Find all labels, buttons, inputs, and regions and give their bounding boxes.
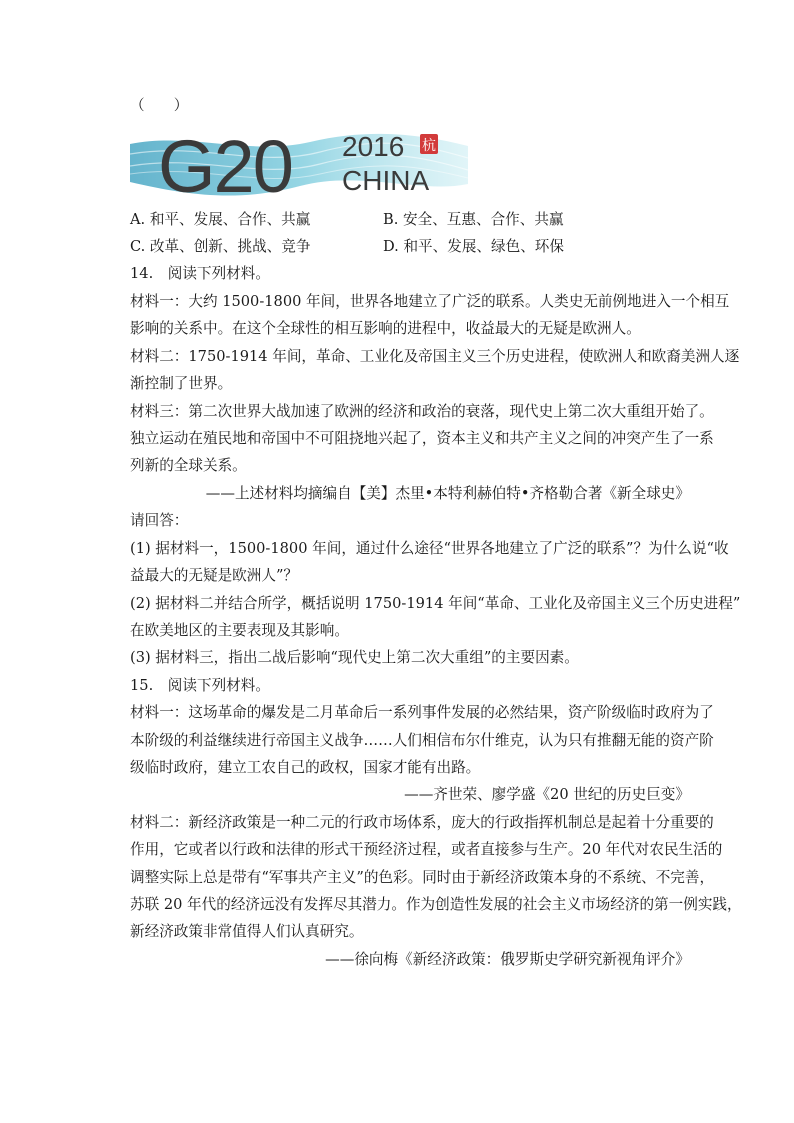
q14-material2-line: 渐控制了世界。: [130, 375, 233, 392]
q14-material3-line: 独立运动在殖民地和帝国中不可阻挠地兴起了，资本主义和共产主义之间的冲突产生了一系: [130, 430, 714, 447]
q15-material1-line: 材料一：这场革命的爆发是二月革命后一系列事件发展的必然结果，资产阶级临时政府为了: [130, 704, 714, 721]
q14-subquestion-3: (3) 据材料三，指出二战后影响“现代史上第二次大重组”的主要因素。: [130, 649, 579, 666]
option-c: C. 改革、创新、挑战、竞争: [130, 238, 311, 255]
q14-material3-line: 材料三：第二次世界大战加速了欧洲的经济和政治的衰落，现代史上第二次大重组开始了。: [130, 403, 714, 420]
q15-title: 15. 阅读下列材料。: [130, 677, 270, 694]
option-d: D. 和平、发展、绿色、环保: [383, 238, 564, 255]
q14-subquestion-2: (2) 据材料二并结合所学，概括说明 1750-1914 年间“革命、工业化及帝国主义三个历史进程”: [130, 595, 741, 612]
q15-material1-line: 本阶级的利益继续进行帝国主义战争……人们相信布尔什维克，认为只有推翻无能的资产阶: [130, 732, 714, 749]
q14-material3-line: 列新的全球关系。: [130, 457, 247, 474]
q15-material2-line: 新经济政策非常值得人们认真研究。: [130, 923, 364, 940]
q15-source-1: ——齐世荣、廖学盛《20 世纪的历史巨变》: [404, 786, 690, 803]
q14-title: 14. 阅读下列材料。: [130, 265, 270, 282]
g20-logo-svg: [130, 126, 468, 200]
q15-material2-line: 苏联 20 年代的经济远没有发挥尽其潜力。作为创造性发展的社会主义市场经济的第一例实践，: [130, 896, 742, 913]
q14-subquestion-1: (1) 据材料一，1500-1800 年间，通过什么途径“世界各地建立了广泛的联系”？为什么说“收: [130, 540, 729, 557]
q15-material2-line: 材料二：新经济政策是一种二元的行政市场体系，庞大的行政指挥机制总是起着十分重要的: [130, 814, 714, 831]
q14-subquestion-1: 益最大的无疑是欧洲人”？: [130, 567, 298, 584]
q15-material2-line: 调整实际上总是带有“军事共产主义”的色彩。同时由于新经济政策本身的不系统、不完善，: [130, 869, 715, 886]
china-text: CHINA: [342, 165, 430, 196]
option-a: A. 和平、发展、合作、共赢: [130, 211, 311, 228]
q14-subquestion-2: 在欧美地区的主要表现及其影响。: [130, 622, 349, 639]
g20-text: G20: [158, 126, 292, 200]
q14-material1-line: 材料一：大约 1500-1800 年间，世界各地建立了广泛的联系。人类史无前例地进入一个相互: [130, 293, 730, 310]
q15-material1-line: 级临时政府，建立工农自己的政权，国家才能有出路。: [130, 759, 481, 776]
q15-material2-line: 作用，它或者以行政和法律的形式干预经济过程，或者直接参与生产。20 年代对农民生活的: [130, 841, 723, 858]
seal-char: 杭: [422, 138, 436, 154]
q14-material1-line: 影响的关系中。在这个全球性的相互影响的进程中，收益最大的无疑是欧洲人。: [130, 320, 641, 337]
year-text: 2016: [342, 131, 405, 162]
q15-source-2: ——徐向梅《新经济政策：俄罗斯史学研究新视角评介》: [325, 951, 690, 968]
q14-source: ——上述材料均摘编自【美】杰里•本特利赫伯特•齐格勒合著《新全球史》: [205, 485, 690, 502]
answer-bracket: （ ）: [130, 97, 189, 114]
g20-logo-image: [130, 126, 468, 200]
q14-prompt: 请回答：: [130, 512, 189, 529]
q14-material2-line: 材料二：1750-1914 年间，革命、工业化及帝国主义三个历史进程，使欧洲人和欧裔美洲人逐: [130, 348, 740, 365]
option-b: B. 安全、互惠、合作、共赢: [383, 211, 564, 228]
